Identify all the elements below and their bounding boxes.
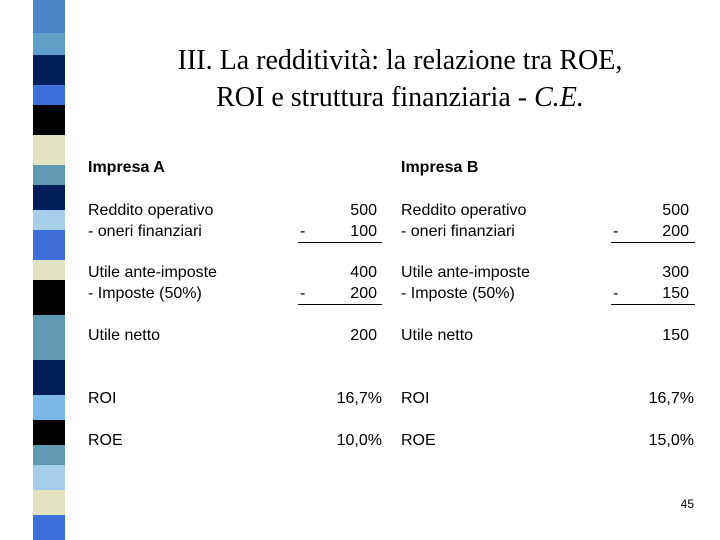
impresa-b-value: 500 xyxy=(662,202,689,219)
impresa-b-label: Utile netto xyxy=(401,327,474,344)
title-line-1: III. La redditività: la relazione tra ROE, xyxy=(177,45,623,76)
impresa-a-value: 200 xyxy=(350,327,377,344)
impresa-a-label: Reddito operativo xyxy=(88,202,214,219)
impresa-b-label: - oneri finanziari xyxy=(401,223,515,240)
impresa-a-value: 10,0% xyxy=(336,432,382,449)
impresa-a-value: 200 xyxy=(350,285,377,302)
subtotal-line xyxy=(298,242,382,243)
impresa-b-value: 150 xyxy=(662,327,689,344)
impresa-b-value: 300 xyxy=(662,264,689,281)
impresa-a-value: 16,7% xyxy=(336,390,382,407)
impresa-b-header: Impresa B xyxy=(401,159,479,176)
subtotal-line xyxy=(611,242,695,243)
impresa-a-value: 500 xyxy=(350,202,377,219)
impresa-b-sign: - xyxy=(613,223,619,240)
page-number: 45 xyxy=(680,497,694,511)
impresa-b-label: ROI xyxy=(401,390,430,407)
impresa-b-label: Reddito operativo xyxy=(401,202,527,219)
impresa-a-label: ROE xyxy=(88,432,123,449)
impresa-a-label: - oneri finanziari xyxy=(88,223,202,240)
impresa-a-sign: - xyxy=(300,223,306,240)
impresa-a-label: ROI xyxy=(88,390,117,407)
title-line-2: ROI e struttura finanziaria - xyxy=(216,82,535,113)
impresa-b-label: Utile ante-imposte xyxy=(401,264,530,281)
impresa-a-value: 400 xyxy=(350,264,377,281)
subtotal-line xyxy=(611,304,695,305)
decorative-stripe xyxy=(33,0,65,540)
impresa-a-label: - Imposte (50%) xyxy=(88,285,202,302)
impresa-b-sign: - xyxy=(613,285,619,302)
impresa-b-value: 200 xyxy=(662,223,689,240)
impresa-a-label: Utile netto xyxy=(88,327,161,344)
subtotal-line xyxy=(298,304,382,305)
impresa-a-label: Utile ante-imposte xyxy=(88,264,217,281)
slide-title xyxy=(80,42,720,116)
impresa-a-value: 100 xyxy=(350,223,377,240)
impresa-b-value: 16,7% xyxy=(648,390,694,407)
impresa-a-header: Impresa A xyxy=(88,159,165,176)
impresa-b-label: - Imposte (50%) xyxy=(401,285,515,302)
impresa-b-value: 15,0% xyxy=(648,432,694,449)
impresa-b-value: 150 xyxy=(662,285,689,302)
impresa-b-label: ROE xyxy=(401,432,436,449)
impresa-a-sign: - xyxy=(300,285,306,302)
title-italic: C.E. xyxy=(534,82,584,113)
